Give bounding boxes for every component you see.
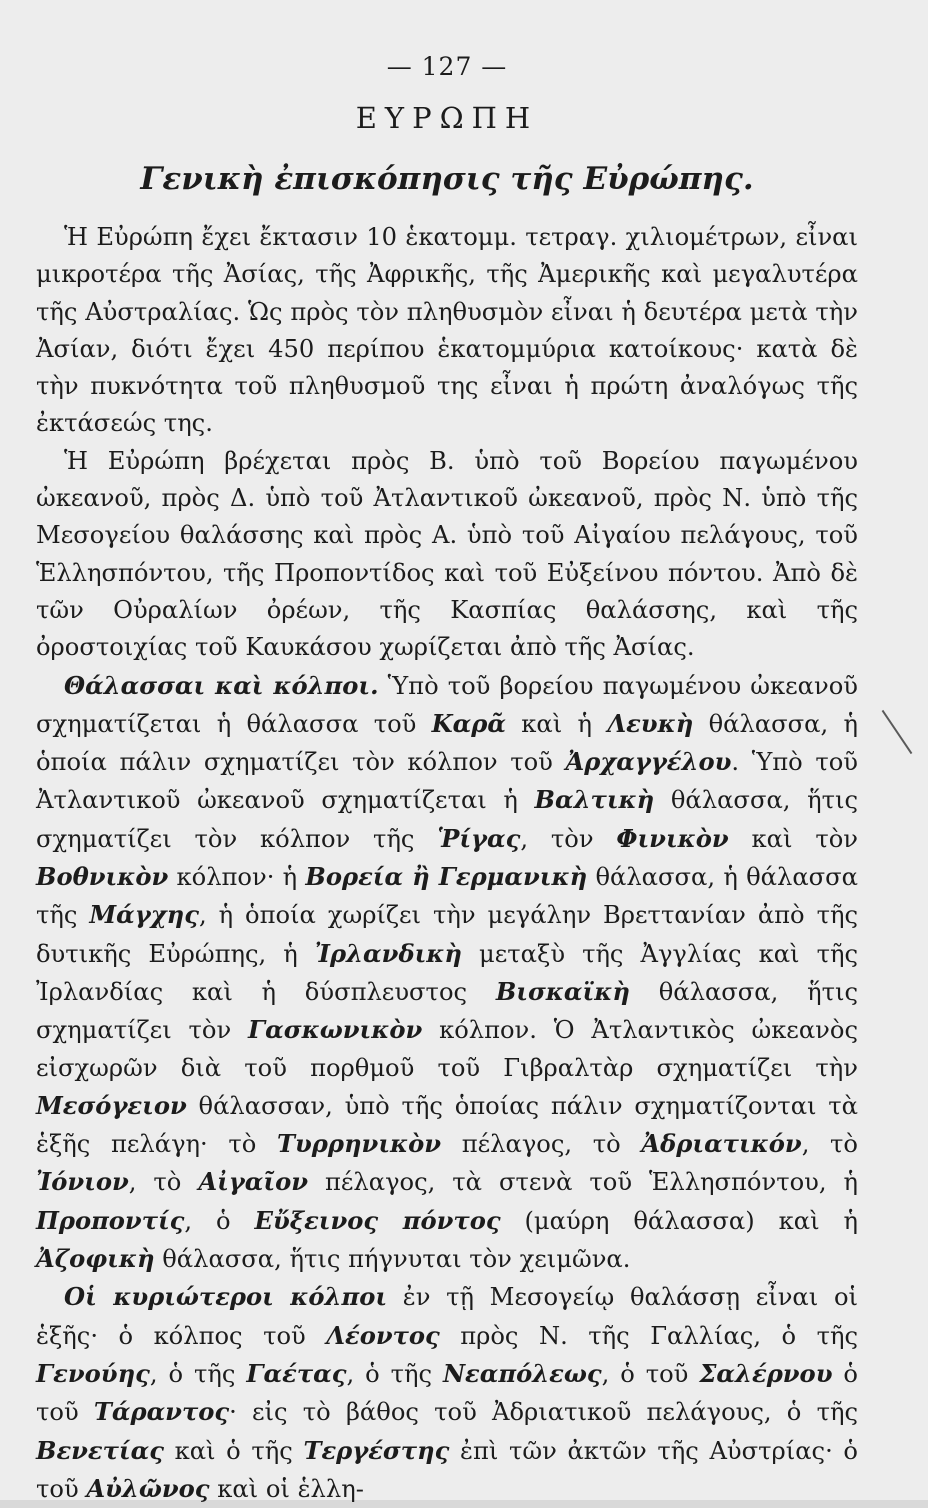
text-run: θάλασσα, ἥτις πήγνυται τὸν χειμῶνα. <box>154 1245 631 1274</box>
paragraph-main-gulfs <box>36 1278 858 1508</box>
place-name: Βορεία ἢ Γερμανικὴ <box>305 862 588 892</box>
place-name: Ἀδριατικόν <box>641 1129 802 1159</box>
text-run: θάλασσαν, ὑπὸ τῆς ὁποίας πάλιν σχηματίζονται τὰ ἑξῆς πελάγη· τὸ <box>36 1091 858 1159</box>
place-name: Τυρρηνικὸν <box>277 1129 442 1159</box>
text-run: , ὁ τοῦ <box>601 1359 700 1388</box>
text-run: · εἰς τὸ βάθος τοῦ Ἀδριατικοῦ πελάγους, ὁ τῆς <box>229 1398 858 1427</box>
place-name: Τεργέστης <box>303 1435 450 1465</box>
place-name: Βαλτικὴ <box>534 785 655 815</box>
place-name: Μάγχης <box>89 900 199 930</box>
text-run: καὶ ἡ <box>506 709 608 738</box>
place-name: Ἀζοφικὴ <box>36 1244 155 1274</box>
text-run: , ὁ τῆς <box>346 1359 443 1388</box>
place-name: Λέοντος <box>326 1320 440 1350</box>
text-run: μεταξὺ τῆς Ἀγγλίας καὶ τῆς Ἰρλανδίας καὶ ἡ δύσπλευστος <box>36 939 858 1006</box>
text-run: θάλασσα, ἡ θάλασσα τῆς <box>36 863 859 930</box>
paragraph-borders: Ἡ Εὐρώπη βρέχεται πρὸς Β. ὑπὸ τοῦ Βορείου παγωμένου ὠκεανοῦ, πρὸς Δ. ὑπὸ τοῦ Ἀτλαντικοῦ ὠκεανοῦ, πρὸς Ν. ὑπὸ τῆς Μεσογείου θαλάσσης καὶ πρὸς Α. ὑπὸ τοῦ Αἰγαίου πελάγους, τοῦ Ἑλλησπόντου, τῆς Προποντίδος καὶ τοῦ Εὐξείνου πόντου. Ἀπὸ δὲ τῶν Οὐραλίων ὀρέων, τῆς Κασπίας θαλάσσης, καὶ τῆς ὀροστοιχίας τοῦ Καυκάσου χωρίζεται ἀπὸ τῆς Ἀσίας. <box>36 446 858 662</box>
text-run: θάλασσα, ἥτις σχηματίζει τὸν <box>36 977 858 1045</box>
place-name: Αὐλῶνος <box>86 1473 210 1503</box>
text-run: , ὁ τῆς <box>149 1359 247 1388</box>
paragraph-heading: Οἱ κυριώτεροι κόλποι <box>64 1282 388 1312</box>
place-name: Εὔξεινος πόντος <box>254 1205 501 1235</box>
text-run: πέλαγος, τὸ <box>441 1130 642 1159</box>
text-run: θάλασσα, ἡ ὁποία πάλιν σχηματίζει τὸν κόλπον τοῦ <box>36 709 858 777</box>
place-name: Μεσόγειον <box>36 1090 187 1120</box>
text-run: πρὸς Ν. τῆς Γαλλίας, ὁ τῆς <box>439 1321 858 1350</box>
section-title: Γενικὴ ἐπισκόπησις τῆς Εὐρώπης. <box>140 161 754 197</box>
place-name: Καρᾶ <box>431 708 506 738</box>
place-name: Προποντίς <box>36 1205 185 1235</box>
text-run: ἐν τῇ Μεσογείῳ θαλάσσῃ εἶναι οἱ ἑξῆς· ὁ κόλπος τοῦ <box>36 1283 858 1350</box>
text-run: (μαύρη θάλασσα) καὶ ἡ <box>500 1206 858 1235</box>
text-run: ὁ τοῦ <box>36 1359 858 1427</box>
place-name: Ῥίγας <box>437 823 521 853</box>
text-run: , τὸ <box>128 1168 199 1197</box>
text-run: πέλαγος, τὰ στενὰ τοῦ Ἑλλησπόντου, ἡ <box>308 1168 858 1197</box>
place-name: Βενετίας <box>36 1435 164 1465</box>
place-name: Ἰόνιον <box>36 1167 129 1197</box>
paragraph-seas-and-gulfs <box>36 667 858 1279</box>
place-name: Γαέτας <box>246 1358 347 1388</box>
text-run: , τὸν <box>520 824 617 853</box>
text-run: θάλασσα, ἥτις σχηματίζει τὸν κόλπον τῆς <box>36 786 858 853</box>
place-name: Αἰγαῖον <box>198 1167 308 1197</box>
text-run: Ὑπὸ τοῦ βορείου παγωμένου ὠκεανοῦ σχηματίζεται ἡ θάλασσα τοῦ <box>36 671 858 738</box>
paragraph-area: Ἡ Εὐρώπη ἔχει ἔκτασιν 10 ἑκατομμ. τετραγ. χιλιομέτρων, εἶναι μικροτέρα τῆς Ἀσίας, τῆς Ἀφρικῆς, τῆς Ἀμερικῆς καὶ μεγαλυτέρα τῆς Αὐστραλίας. Ὡς πρὸς τὸν πληθυσμὸν εἶναι ἡ δευτέρα μετὰ τὴν Ἀσίαν, διότι ἔχει 450 περίπου ἑκατομμύρια κατοίκους· κατὰ δὲ τὴν πυκνότητα τοῦ πληθυσμοῦ της εἶναι ἡ πρώτη ἀναλόγως τῆς ἐκτάσεώς της. <box>36 223 858 438</box>
place-name: Γενούης <box>36 1358 150 1388</box>
text-run: καὶ τὸν <box>728 824 858 853</box>
place-name: Λευκὴ <box>607 708 694 738</box>
place-name: Βοθνικὸν <box>36 862 169 892</box>
place-name: Τάραντος <box>93 1397 230 1427</box>
place-name: Γασκωνικὸν <box>247 1015 423 1045</box>
place-name: Νεαπόλεως <box>442 1358 602 1388</box>
text-run: , ὁ <box>184 1206 255 1235</box>
place-name: Βισκαϊκὴ <box>495 976 630 1006</box>
paragraph-heading: Θάλασσαι καὶ κόλποι. <box>64 670 379 700</box>
text-run: . Ὑπὸ τοῦ Ἀτλαντικοῦ ὠκεανοῦ σχηματίζεται ἡ <box>36 748 859 815</box>
place-name: Ἀρχαγγέλου <box>565 747 732 777</box>
text-run: , ἡ ὁποία χωρίζει τὴν μεγάλην Βρεττανίαν ἀπὸ τῆς δυτικῆς Εὐρώπης, ἡ <box>36 901 858 968</box>
text-run: κόλπον. Ὁ Ἀτλαντικὸς ὠκεανὸς εἰσχωρῶν διὰ τοῦ πορθμοῦ τοῦ Γιβραλτὰρ σχηματίζει τὴν <box>36 1016 858 1082</box>
text-run: ἐπὶ τῶν ἀκτῶν τῆς Αὐστρίας· ὁ τοῦ <box>36 1436 858 1503</box>
place-name: Φινικὸν <box>616 823 729 853</box>
chapter-title: ΕΥΡΩΠΗ <box>355 101 539 135</box>
page-number: — 127 — <box>386 52 508 81</box>
text-run: καὶ ὁ τῆς <box>163 1436 304 1465</box>
place-name: Ἰρλανδικὴ <box>314 938 463 968</box>
text-run: , τὸ <box>801 1130 858 1159</box>
text-run: καὶ οἱ ἑλλη- <box>209 1474 364 1503</box>
place-name: Σαλέρνου <box>699 1358 833 1388</box>
text-run: κόλπον· ἡ <box>168 863 306 892</box>
margin-pencil-mark <box>882 710 913 754</box>
